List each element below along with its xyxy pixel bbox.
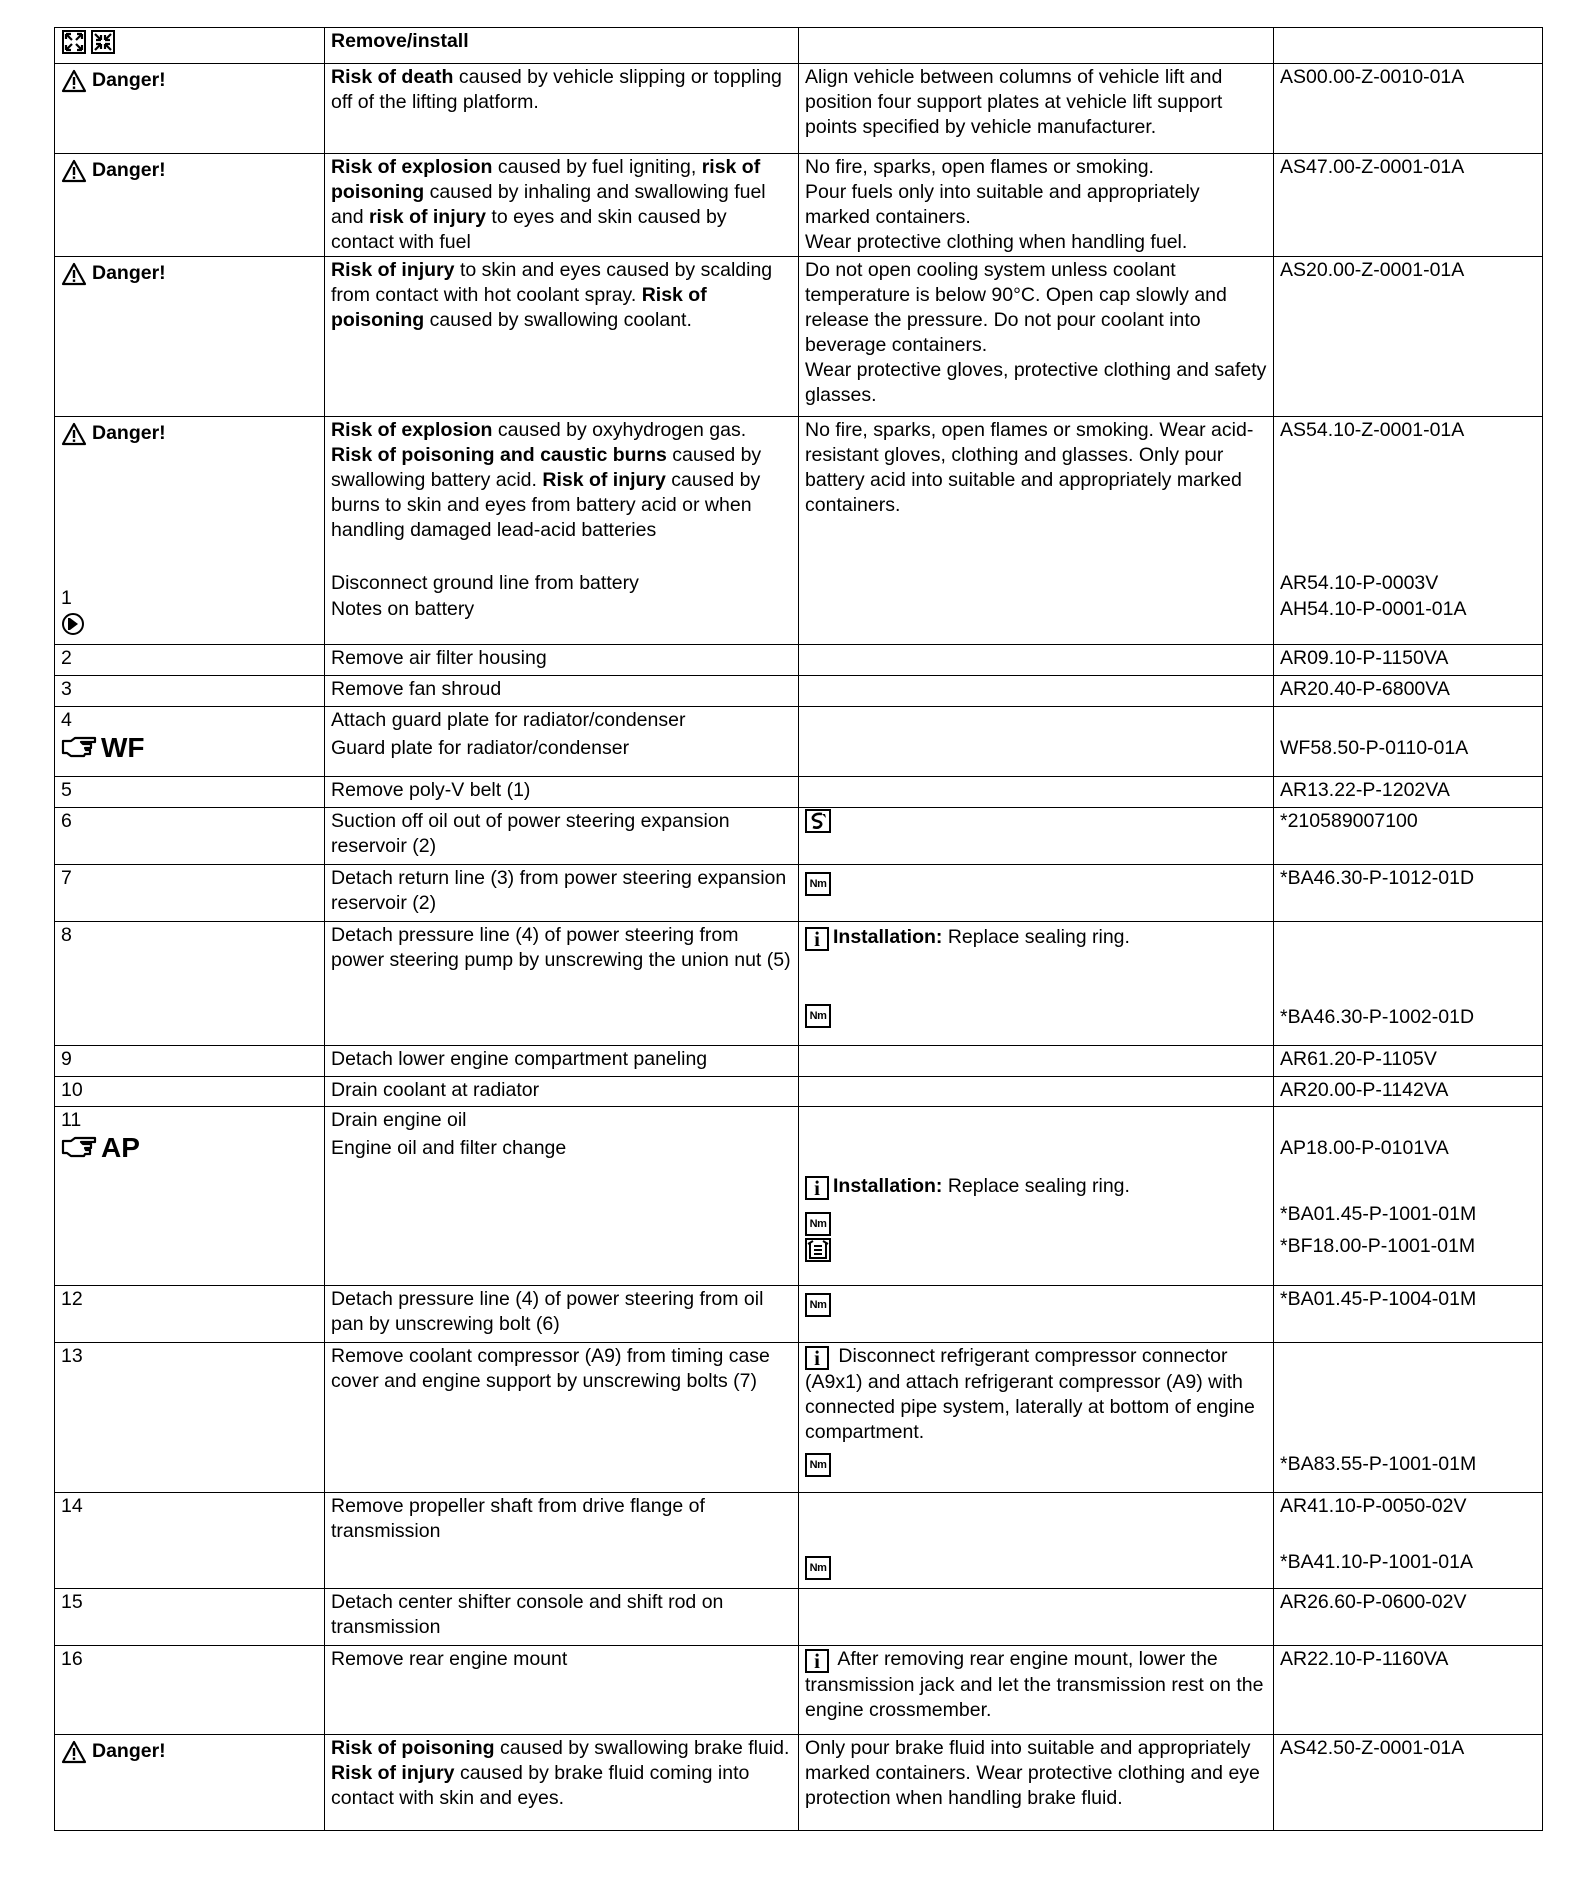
risk-bold: Risk of poisoning bbox=[331, 1737, 500, 1759]
step-row bbox=[55, 645, 1543, 676]
step-text: Remove coolant compressor (A9) from timing case cover and engine support by unscrewing bolts (7) bbox=[325, 1343, 799, 1493]
step-text: Remove rear engine mount bbox=[325, 1646, 799, 1735]
measure-cell bbox=[799, 1343, 1274, 1493]
step-number: 15 bbox=[55, 1589, 325, 1646]
danger-label: Danger! bbox=[92, 262, 166, 284]
risk-bold: risk of injury bbox=[368, 206, 492, 228]
torque-icon[interactable]: Nm bbox=[805, 1556, 831, 1580]
torque-cell bbox=[799, 865, 1274, 922]
ref-code[interactable]: AS54.10-Z-0001-01A bbox=[1280, 419, 1465, 441]
ref-code: AS47.00-Z-0001-01A bbox=[1274, 154, 1543, 257]
ref-code[interactable]: *BA01.45-P-1004-01M bbox=[1274, 1286, 1543, 1343]
note-text: After removing rear engine mount, lower the transmission jack and let the transmission rest on the engine crossmember. bbox=[805, 1648, 1264, 1721]
risk-text bbox=[325, 417, 799, 645]
installation-label: Installation: bbox=[833, 926, 943, 948]
danger-cell bbox=[55, 1735, 325, 1831]
step-row bbox=[55, 865, 1543, 922]
step-number: 6 bbox=[55, 808, 325, 865]
ref-cell bbox=[1274, 1107, 1543, 1286]
ref-code[interactable]: AR41.10-P-0050-02V bbox=[1280, 1495, 1467, 1517]
ref-cell bbox=[1274, 707, 1543, 777]
torque-icon[interactable]: Nm bbox=[805, 1212, 831, 1236]
notes-link[interactable]: Notes on battery bbox=[331, 598, 475, 620]
installation-text: Replace sealing ring. bbox=[942, 926, 1130, 948]
risk-plain: to eyes and skin caused by contact with fuel bbox=[331, 206, 727, 253]
ref-code: AS00.00-Z-0010-01A bbox=[1274, 64, 1543, 154]
measure-text bbox=[799, 1077, 1274, 1107]
torque-icon[interactable]: Nm bbox=[805, 872, 831, 896]
step-text: Detach center shifter console and shift rod on transmission bbox=[325, 1589, 799, 1646]
warning-triangle-icon bbox=[61, 1740, 87, 1764]
risk-bold: risk of poisoning bbox=[331, 156, 761, 203]
risk-plain: caused by brake fluid coming into contact with skin and eyes. bbox=[331, 1762, 750, 1809]
measure-text: No fire, sparks, open flames or smoking. Wear acid-resistant gloves, clothing and glasses. Only pour battery acid into suitable and appropriately marked containers. bbox=[799, 417, 1274, 645]
ap-label: AP bbox=[101, 1132, 140, 1163]
step-row bbox=[55, 1077, 1543, 1107]
step-text: Remove propeller shaft from drive flange of transmission bbox=[325, 1493, 799, 1589]
notes-play-icon bbox=[61, 612, 85, 636]
header-empty bbox=[799, 28, 1274, 64]
risk-bold: Risk of death bbox=[331, 66, 459, 88]
measure-text bbox=[799, 777, 1274, 808]
risk-bold: Risk of injury bbox=[331, 1762, 460, 1784]
risk-plain: caused by inhaling and swallowing fuel and bbox=[331, 181, 766, 228]
warning-triangle-icon bbox=[61, 159, 87, 183]
step-row bbox=[55, 922, 1543, 1046]
danger-cell bbox=[55, 154, 325, 257]
step-row bbox=[55, 1046, 1543, 1077]
danger-row bbox=[55, 1735, 1543, 1831]
measure-cell bbox=[799, 1107, 1274, 1286]
ref-code[interactable]: *BA01.45-P-1001-01M bbox=[1280, 1203, 1477, 1225]
measure-line: Wear protective clothing when handling fuel. bbox=[805, 231, 1188, 253]
step-text-cell bbox=[325, 1107, 799, 1286]
step-row bbox=[55, 1286, 1543, 1343]
ref-code[interactable]: AS42.50-Z-0001-01A bbox=[1274, 1735, 1543, 1831]
ap-text: Engine oil and filter change bbox=[331, 1137, 567, 1159]
wf-reference bbox=[61, 733, 318, 763]
step-row bbox=[55, 1493, 1543, 1589]
danger-row bbox=[55, 154, 1543, 257]
danger-label: Danger! bbox=[92, 69, 166, 91]
measure-line: Wear protective gloves, protective clothing and safety glasses. bbox=[805, 359, 1267, 406]
risk-plain: caused by burns to skin and eyes from battery acid or when handling damaged lead-acid batteries bbox=[331, 469, 761, 541]
step-text: Remove air filter housing bbox=[325, 645, 799, 676]
wf-text: Guard plate for radiator/condenser bbox=[331, 737, 630, 759]
torque-cell bbox=[799, 1286, 1274, 1343]
torque-icon[interactable]: Nm bbox=[805, 1453, 831, 1477]
risk-plain: to skin and eyes caused by scalding from contact with hot coolant spray. bbox=[331, 259, 773, 306]
step-number: 7 bbox=[55, 865, 325, 922]
danger-cell bbox=[55, 257, 325, 417]
measure-text bbox=[799, 154, 1274, 257]
fluid-capacity-icon[interactable] bbox=[805, 1238, 831, 1262]
danger-cell bbox=[55, 417, 325, 645]
ref-code[interactable]: *BA46.30-P-1002-01D bbox=[1280, 1006, 1475, 1028]
ref-code[interactable]: WF58.50-P-0110-01A bbox=[1280, 737, 1469, 759]
notes-cell bbox=[61, 611, 318, 637]
ref-code: AS20.00-Z-0001-01A bbox=[1274, 257, 1543, 417]
step-number: 4 bbox=[61, 709, 72, 731]
risk-text bbox=[325, 64, 799, 154]
special-tool-icon[interactable] bbox=[805, 809, 831, 833]
ref-code[interactable]: *BA41.10-P-1001-01A bbox=[1280, 1551, 1473, 1573]
torque-icon[interactable]: Nm bbox=[805, 1293, 831, 1317]
measure-text bbox=[799, 645, 1274, 676]
danger-label: Danger! bbox=[92, 422, 166, 444]
step-text: Remove poly-V belt (1) bbox=[325, 777, 799, 808]
info-icon: i bbox=[805, 927, 829, 951]
measure-text bbox=[799, 707, 1274, 777]
header-empty bbox=[1274, 28, 1543, 64]
step-number: 8 bbox=[55, 922, 325, 1046]
step-text: Disconnect ground line from battery bbox=[331, 572, 639, 594]
ref-code[interactable]: AR20.40-P-6800VA bbox=[1274, 676, 1543, 707]
danger-row bbox=[55, 417, 1543, 645]
ref-code[interactable]: *BF18.00-P-1001-01M bbox=[1280, 1235, 1476, 1257]
ref-code[interactable]: AR22.10-P-1160VA bbox=[1274, 1646, 1543, 1735]
info-icon: i bbox=[805, 1176, 829, 1200]
ref-code[interactable]: AR20.00-P-1142VA bbox=[1274, 1077, 1543, 1107]
step-number: 5 bbox=[55, 777, 325, 808]
step-text: Remove fan shroud bbox=[325, 676, 799, 707]
installation-text: Replace sealing ring. bbox=[942, 1175, 1130, 1197]
step-text-cell bbox=[325, 707, 799, 777]
ap-reference bbox=[61, 1133, 318, 1163]
step-number: 11 bbox=[61, 1109, 82, 1131]
ref-cell bbox=[1274, 922, 1543, 1046]
warning-triangle-icon bbox=[61, 422, 87, 446]
pointing-hand-icon bbox=[61, 735, 99, 761]
step-row bbox=[55, 808, 1543, 865]
torque-cell bbox=[799, 1493, 1274, 1589]
step-number: 2 bbox=[55, 645, 325, 676]
ref-code[interactable]: AR09.10-P-1150VA bbox=[1274, 645, 1543, 676]
step-text: Drain coolant at radiator bbox=[325, 1077, 799, 1107]
ref-code[interactable]: *BA46.30-P-1012-01D bbox=[1274, 865, 1543, 922]
risk-bold: Risk of explosion bbox=[331, 419, 498, 441]
measure-text: Align vehicle between columns of vehicle lift and position four support plates at vehicle lift support points specified by vehicle manufacturer. bbox=[799, 64, 1274, 154]
step-text: Attach guard plate for radiator/condenser bbox=[331, 709, 686, 731]
step-text: Detach return line (3) from power steering expansion reservoir (2) bbox=[325, 865, 799, 922]
risk-bold: Risk of explosion bbox=[331, 156, 498, 178]
risk-bold: Risk of poisoning and caustic burns bbox=[331, 444, 667, 466]
risk-text bbox=[325, 154, 799, 257]
danger-row bbox=[55, 64, 1543, 154]
ref-cell bbox=[1274, 1343, 1543, 1493]
step-row bbox=[55, 707, 1543, 777]
torque-icon[interactable]: Nm bbox=[805, 1004, 831, 1028]
ref-cell bbox=[1274, 417, 1543, 645]
ref-code[interactable]: *BA83.55-P-1001-01M bbox=[1280, 1453, 1477, 1475]
risk-plain: caused by vehicle slipping or toppling off of the lifting platform. bbox=[331, 66, 782, 113]
step-number: 3 bbox=[55, 676, 325, 707]
step-number: 12 bbox=[55, 1286, 325, 1343]
risk-text bbox=[325, 1735, 799, 1831]
step-row bbox=[55, 777, 1543, 808]
ref-cell bbox=[1274, 1493, 1543, 1589]
measure-text bbox=[799, 257, 1274, 417]
expand-collapse-icon bbox=[61, 29, 117, 55]
step-number: 1 bbox=[61, 587, 72, 609]
step-number: 14 bbox=[55, 1493, 325, 1589]
ref-code[interactable]: AR13.22-P-1202VA bbox=[1274, 777, 1543, 808]
danger-label: Danger! bbox=[92, 1740, 166, 1762]
risk-plain: caused by swallowing coolant. bbox=[429, 309, 692, 331]
step-cell bbox=[55, 707, 325, 777]
risk-plain: caused by swallowing brake fluid. bbox=[500, 1737, 790, 1759]
step-text: Detach lower engine compartment paneling bbox=[325, 1046, 799, 1077]
step-text: Detach pressure line (4) of power steering from oil pan by unscrewing bolt (6) bbox=[325, 1286, 799, 1343]
header-icons-cell bbox=[55, 28, 325, 64]
risk-plain: caused by fuel igniting, bbox=[497, 156, 702, 178]
risk-plain: caused by oxyhydrogen gas. bbox=[497, 419, 747, 441]
measure-cell bbox=[799, 1646, 1274, 1735]
measure-text bbox=[799, 1046, 1274, 1077]
ref-code[interactable]: AP18.00-P-0101VA bbox=[1280, 1137, 1449, 1159]
step-text: Drain engine oil bbox=[331, 1109, 467, 1131]
measure-line: Do not open cooling system unless coolant temperature is below 90°C. Open cap slowly and release the pressure. Do not pour coolant into beverage containers. bbox=[805, 259, 1227, 356]
step-row bbox=[55, 1589, 1543, 1646]
tool-cell bbox=[799, 808, 1274, 865]
step-number: 16 bbox=[55, 1646, 325, 1735]
risk-plain: caused by swallowing battery acid. bbox=[331, 444, 762, 491]
procedure-table bbox=[54, 27, 1543, 1831]
ref-code[interactable]: AR26.60-P-0600-02V bbox=[1274, 1589, 1543, 1646]
step-row bbox=[55, 1107, 1543, 1286]
step-row bbox=[55, 1343, 1543, 1493]
info-icon: i bbox=[805, 1346, 829, 1370]
step-text: Suction off oil out of power steering expansion reservoir (2) bbox=[325, 808, 799, 865]
measure-line: Pour fuels only into suitable and appropriately marked containers. bbox=[805, 181, 1200, 228]
step-number: 9 bbox=[55, 1046, 325, 1077]
ref-code[interactable]: AR54.10-P-0003V bbox=[1280, 572, 1439, 594]
warning-triangle-icon bbox=[61, 69, 87, 93]
measure-line: No fire, sparks, open flames or smoking. bbox=[805, 156, 1154, 178]
ref-code[interactable]: *210589007100 bbox=[1274, 808, 1543, 865]
pointing-hand-icon bbox=[61, 1135, 99, 1161]
step-row bbox=[55, 1646, 1543, 1735]
note-text: Disconnect refrigerant compressor connector (A9x1) and attach refrigerant compressor (A9) with connected pipe system, laterally at bottom of engine compartment. bbox=[805, 1345, 1255, 1443]
risk-bold: Risk of injury bbox=[542, 469, 666, 491]
danger-cell bbox=[55, 64, 325, 154]
header-row bbox=[55, 28, 1543, 64]
step-row bbox=[55, 676, 1543, 707]
risk-bold: Risk of poisoning bbox=[331, 284, 707, 331]
measure-text bbox=[799, 1589, 1274, 1646]
info-icon: i bbox=[805, 1649, 829, 1673]
step-cell bbox=[55, 1107, 325, 1286]
installation-label: Installation: bbox=[833, 1175, 943, 1197]
measure-text bbox=[799, 676, 1274, 707]
ref-code[interactable]: AR61.20-P-1105V bbox=[1274, 1046, 1543, 1077]
danger-label: Danger! bbox=[92, 159, 166, 181]
risk-bold: Risk of injury bbox=[331, 259, 460, 281]
wf-label: WF bbox=[101, 732, 145, 763]
danger-row bbox=[55, 257, 1543, 417]
warning-triangle-icon bbox=[61, 262, 87, 286]
risk-text bbox=[325, 257, 799, 417]
step-number: 13 bbox=[55, 1343, 325, 1493]
measure-text: Only pour brake fluid into suitable and appropriately marked containers. Wear protective clothing and eye protection when handling brake fluid. bbox=[799, 1735, 1274, 1831]
step-text: Detach pressure line (4) of power steering from power steering pump by unscrewing the union nut (5) bbox=[325, 922, 799, 1046]
header-title: Remove/install bbox=[325, 28, 799, 64]
step-number: 10 bbox=[55, 1077, 325, 1107]
measure-cell bbox=[799, 922, 1274, 1046]
ref-code[interactable]: AH54.10-P-0001-01A bbox=[1280, 598, 1467, 620]
